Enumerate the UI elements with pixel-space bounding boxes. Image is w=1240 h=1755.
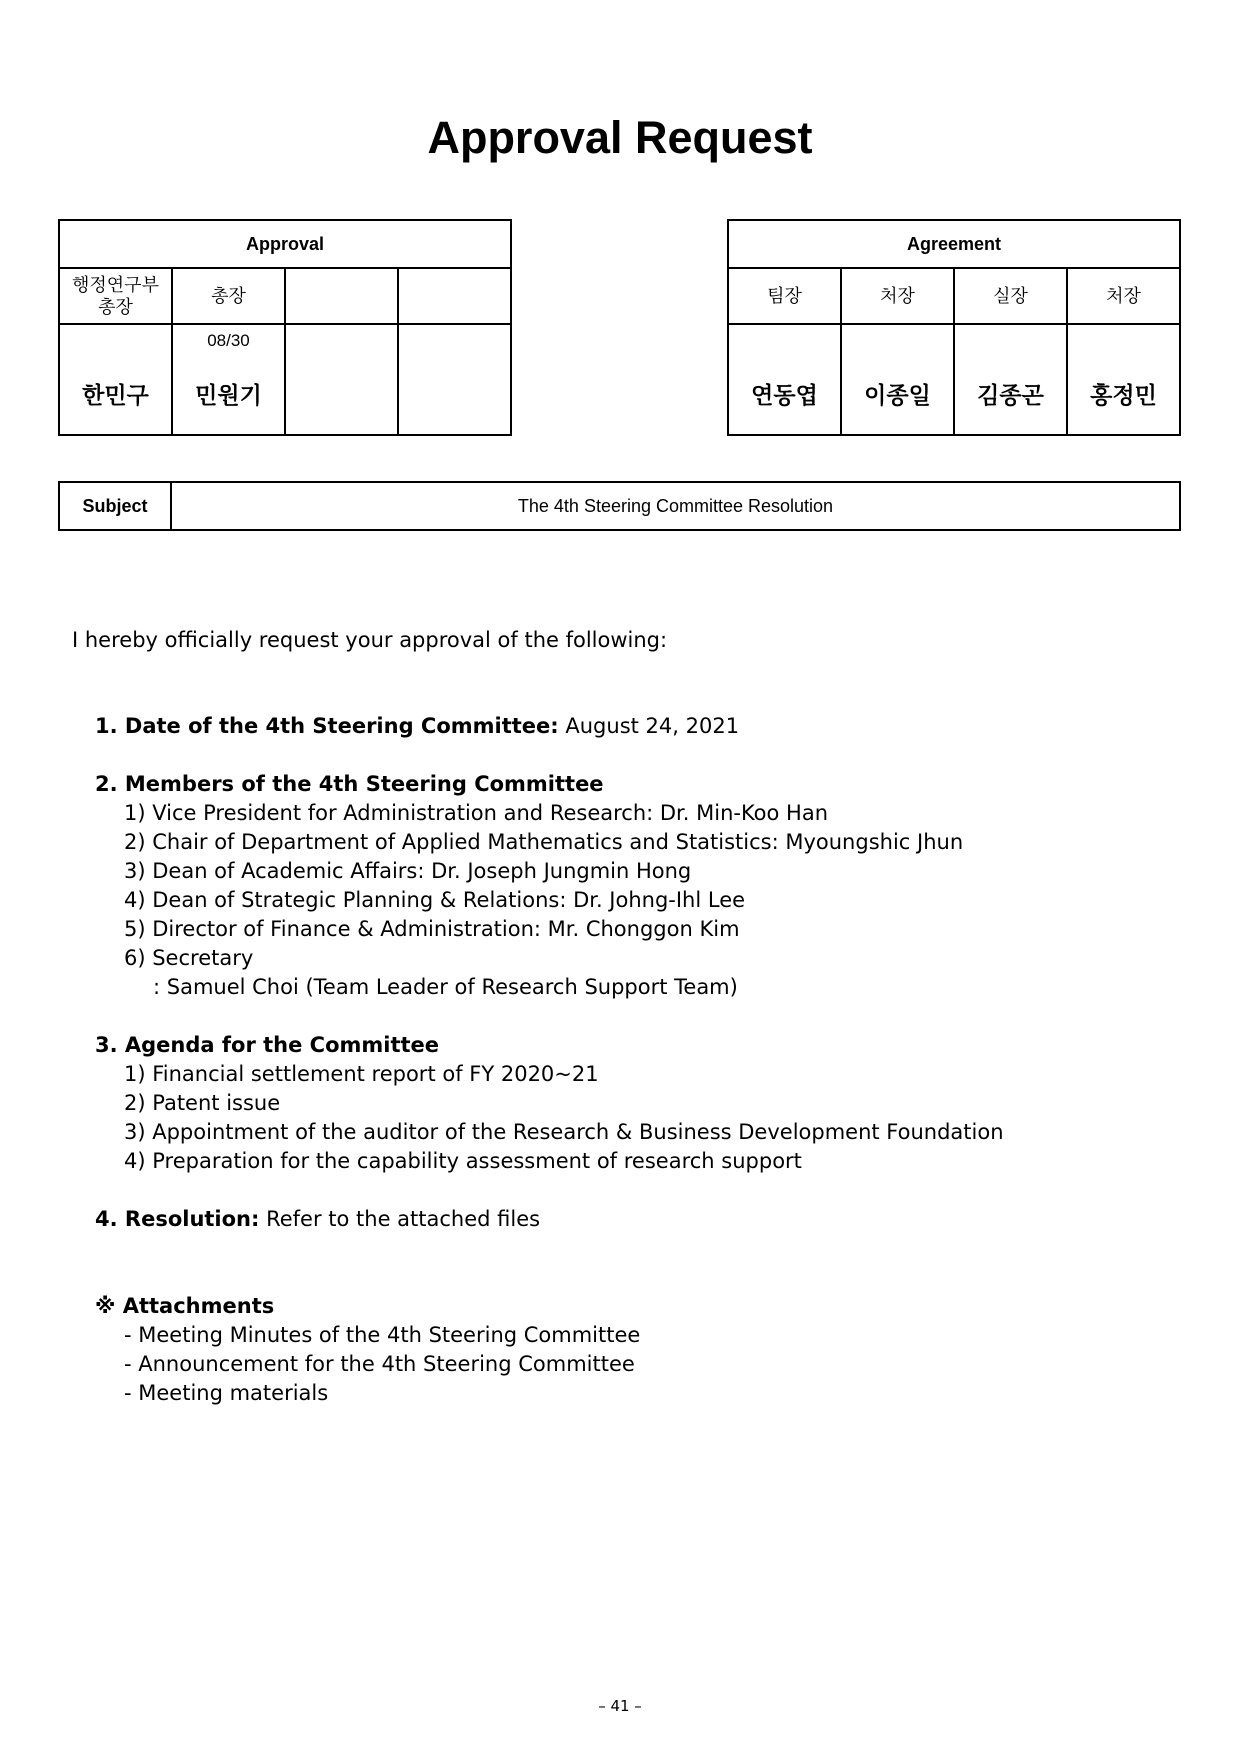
agreement-signature-2 [841,324,954,435]
approval-signature-4 [398,324,511,435]
approval-table [58,219,512,436]
section-1-value: August 24, 2021 [565,714,740,738]
member-item-6: 6) Secretary [124,946,254,970]
approval-position-1 [59,268,172,324]
agreement-signature-3 [954,324,1067,435]
intro-text: I hereby officially request your approval of the following: [72,628,668,652]
attachment-item-3: - Meeting materials [124,1381,329,1405]
agenda-item-1: 1) Financial settlement report of FY 2020~21 [124,1062,599,1086]
attachment-item-1: - Meeting Minutes of the 4th Steering Committee [124,1323,641,1347]
approval-position-3 [285,268,398,324]
agreement-position-3: 실장 [954,268,1067,324]
agreement-header: Agreement [728,220,1180,268]
page-title: Approval Request [427,112,813,163]
agreement-name-4: 홍정민 [1090,383,1157,409]
page-number: – 41 – [598,1697,642,1715]
agreement-name-2: 이종일 [864,383,931,409]
agreement-table [727,219,1181,436]
agreement-signature-1 [728,324,841,435]
approval-signature-2 [172,324,285,435]
approval-name-1: 한민구 [82,383,149,409]
member-item-6-detail: : Samuel Choi (Team Leader of Research Support Team) [153,975,738,999]
agenda-item-4: 4) Preparation for the capability assessment of research support [124,1149,802,1173]
approval-position-1-line2: 총장 [98,297,133,317]
agenda-item-2: 2) Patent issue [124,1091,281,1115]
approval-position-1-line1: 행정연구부 [72,275,159,295]
agreement-name-3: 김종곤 [977,383,1044,409]
section-4-heading: 4. Resolution: [95,1207,260,1231]
section-1-heading: 1. Date of the 4th Steering Committee: [95,714,559,738]
approval-date-2: 08/30 [207,331,250,350]
attachments-heading: ※ Attachments [95,1294,275,1318]
section-2-heading: 2. Members of the 4th Steering Committee [95,772,604,796]
subject-table [58,481,1181,531]
member-item-3: 3) Dean of Academic Affairs: Dr. Joseph Jungmin Hong [124,859,692,883]
member-item-5: 5) Director of Finance & Administration: Mr. Chonggon Kim [124,917,740,941]
section-4-value: Refer to the attached files [266,1207,541,1231]
member-item-2: 2) Chair of Department of Applied Mathematics and Statistics: Myoungshic Jhun [124,830,964,854]
approval-name-2: 민원기 [195,383,262,409]
agreement-name-1: 연동엽 [751,383,818,409]
subject-value: The 4th Steering Committee Resolution [171,482,1180,530]
attachment-item-2: - Announcement for the 4th Steering Committee [124,1352,635,1376]
subject-label: Subject [59,482,171,530]
section-3-heading: 3. Agenda for the Committee [95,1033,440,1057]
agenda-item-3: 3) Appointment of the auditor of the Research & Business Development Foundation [124,1120,1004,1144]
agreement-position-4: 처장 [1067,268,1180,324]
approval-header: Approval [59,220,511,268]
approval-position-4 [398,268,511,324]
section-4 [95,1207,540,1231]
approval-signature-3 [285,324,398,435]
agreement-position-1: 팀장 [728,268,841,324]
section-1 [95,714,739,738]
member-item-1: 1) Vice President for Administration and Research: Dr. Min-Koo Han [124,801,829,825]
approval-signature-1 [59,324,172,435]
member-item-4: 4) Dean of Strategic Planning & Relations: Dr. Johng-Ihl Lee [124,888,746,912]
agreement-position-2: 처장 [841,268,954,324]
approval-position-2: 총장 [172,268,285,324]
agreement-signature-4 [1067,324,1180,435]
